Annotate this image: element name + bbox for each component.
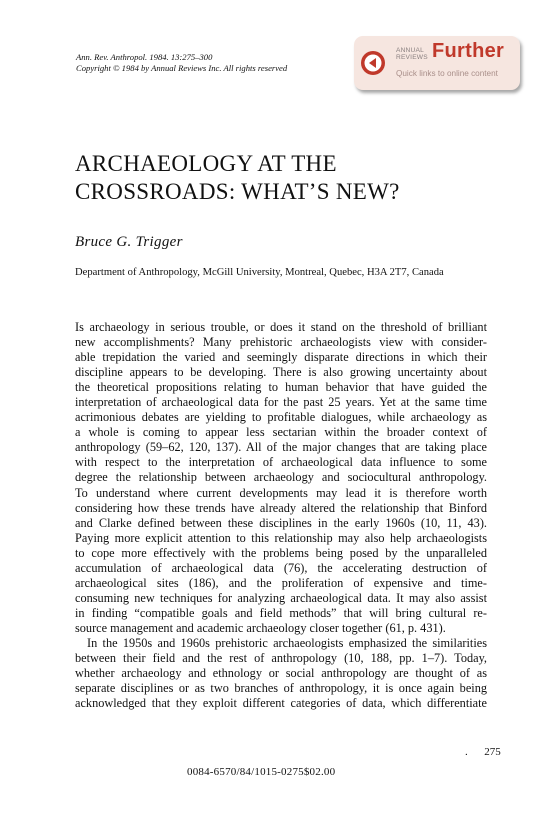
author-affiliation: Department of Anthropology, McGill University, Montreal, Quebec, H3A 2T7, Canada	[75, 267, 444, 278]
title-line-1: ARCHAEOLOGY AT THE	[75, 151, 337, 176]
body-line: acknowledged that they exploit different categories of data, which differentiate	[75, 696, 487, 711]
title-line-2: CROSSROADS: WHAT’S NEW?	[75, 179, 400, 204]
body-line: to cope more effectively with the problems being posed by the unparalleled	[75, 545, 487, 560]
body-line: source management and academic archaeology closer together (61, p. 431).	[75, 620, 446, 635]
page-number-value: 275	[484, 746, 501, 758]
annual-reviews-further-badge[interactable]	[354, 36, 520, 90]
body-line: archaeological sites (186), and the proliferation of expensive and time-	[75, 575, 487, 590]
body-line: whether archaeology and ethnology or social anthropology are thought of as	[75, 666, 487, 681]
citation-line-2: Copyright © 1984 by Annual Reviews Inc. All rights reserved	[76, 63, 288, 73]
citation-line-1: Ann. Rev. Anthropol. 1984. 13:275–300	[76, 52, 213, 62]
body-line: and Clarke defined between these disciplines in the early 1960s (10, 11, 43).	[75, 515, 487, 530]
body-line: considering how these trends have already altered the relationship that Binford	[75, 500, 487, 515]
reviews-text: REVIEWS	[396, 54, 428, 61]
play-arrow-circle-icon	[360, 50, 386, 76]
body-line: acrimonious debates are yielding to profitable dialogues, while archaeology as	[75, 410, 487, 425]
annual-text: ANNUAL	[396, 47, 424, 54]
page-number	[465, 746, 501, 758]
body-line: degree the relationship between archaeology and sociocultural anthropology.	[75, 470, 487, 485]
body-line: separate disciplines or as two branches of anthropology, it is once again being	[75, 681, 487, 696]
body-line: accumulation of archaeological data (76), the accelerating destruction of	[75, 560, 487, 575]
body-line: Is archaeology in serious trouble, or does it stand on the threshold of brilliant	[75, 320, 487, 334]
body-line: In the 1950s and 1960s prehistoric archaeologists emphasized the similarities	[87, 635, 487, 650]
journal-citation	[76, 52, 287, 74]
body-line: the theoretical propositions relating to human behavior that have guided the	[75, 380, 487, 395]
body-line: Paying more explicit attention to this relationship may also help archaeologists	[75, 530, 487, 545]
body-line: interpretation of archaeological data for the past 25 years. Yet at the same time	[75, 395, 487, 410]
quick-links-label: Quick links to online content	[396, 69, 498, 78]
page-marker: .	[465, 746, 468, 758]
body-line: new accomplishments? Many prehistoric archaeologists view with consider-	[75, 335, 487, 350]
body-line: anthropology (59–62, 120, 137). All of the major changes that are taking place	[75, 440, 487, 455]
body-line: To understand where current developments may lead it is therefore worth	[75, 485, 487, 500]
body-line: able trepidation the varied and seemingly disparate directions in which their	[75, 350, 487, 365]
article-price-code: 0084-6570/84/1015-0275$02.00	[187, 766, 336, 778]
author-name: Bruce G. Trigger	[75, 234, 183, 250]
body-line: a whole is coming to appear less sectarian within the broader context of	[75, 425, 487, 440]
body-line: consuming new techniques for analyzing archaeological data. It may also assist	[75, 590, 487, 605]
annual-reviews-wordmark	[396, 47, 428, 61]
further-label: Further	[432, 40, 505, 62]
article-body	[75, 320, 487, 711]
article-title	[75, 150, 400, 206]
body-line: in finding “compatible goals and field methods” that will bring cultural re-	[75, 605, 487, 620]
body-line: discipline appears to be developing. There is also growing uncertainty about	[75, 365, 487, 380]
body-line: between their field and the rest of anthropology (10, 188, pp. 1–7). Today,	[75, 651, 487, 666]
body-line: with respect to the interpretation of archaeological data influence to some	[75, 455, 487, 470]
